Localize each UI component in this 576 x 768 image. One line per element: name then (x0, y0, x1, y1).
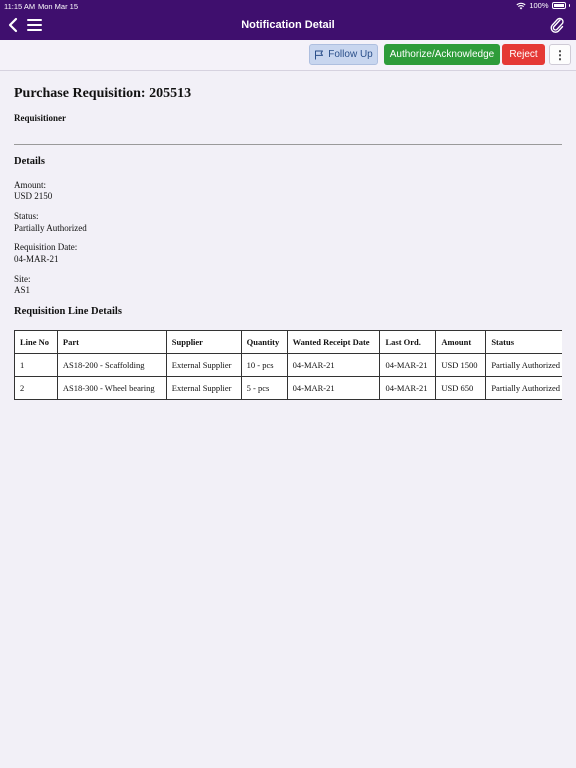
column-header: Quantity (241, 331, 287, 354)
table-cell: 1 (15, 354, 58, 377)
table-cell: Partially Authorized (486, 377, 562, 400)
site-value: AS1 (14, 285, 31, 295)
requisition-date-value: 04-MAR-21 (14, 254, 59, 264)
table-cell: 5 - pcs (241, 377, 287, 400)
requisition-lines-heading: Requisition Line Details (14, 306, 122, 317)
site-label: Site: (14, 274, 31, 284)
paperclip-icon[interactable] (549, 16, 565, 34)
status-time: 11:15 AM (4, 2, 36, 11)
top-bar (0, 0, 576, 40)
table-cell: External Supplier (166, 377, 241, 400)
authorize-acknowledge-button[interactable]: Authorize/Acknowledge (384, 44, 500, 65)
requisition-lines-table-container[interactable] (14, 330, 562, 400)
table-cell: AS18-300 - Wheel bearing (57, 377, 166, 400)
status-date: Mon Mar 15 (38, 2, 79, 11)
status-value: Partially Authorized (14, 223, 87, 233)
column-header: Wanted Receipt Date (287, 331, 380, 354)
table-row[interactable] (15, 354, 563, 377)
details-heading: Details (14, 156, 45, 167)
table-cell: USD 650 (436, 377, 486, 400)
page-nav-title: Notification Detail (241, 19, 335, 31)
table-cell: 04-MAR-21 (287, 377, 380, 400)
table-cell: External Supplier (166, 354, 241, 377)
table-cell: 2 (15, 377, 58, 400)
requisitioner-label: Requisitioner (14, 113, 67, 123)
requisition-date-label: Requisition Date: (14, 242, 78, 252)
status-indicators (516, 1, 570, 10)
hamburger-menu-icon[interactable] (27, 19, 42, 31)
table-cell: AS18-200 - Scaffolding (57, 354, 166, 377)
action-toolbar (0, 40, 576, 71)
more-options-button[interactable]: ⋮ (549, 44, 571, 65)
column-header: Last Ord. (380, 331, 436, 354)
column-header: Supplier (166, 331, 241, 354)
table-cell: Partially Authorized (486, 354, 562, 377)
wifi-icon (516, 2, 526, 10)
table-cell: 04-MAR-21 (380, 354, 436, 377)
column-header: Part (57, 331, 166, 354)
column-header: Amount (436, 331, 486, 354)
back-icon[interactable] (6, 16, 20, 34)
table-cell: 04-MAR-21 (380, 377, 436, 400)
divider (14, 144, 562, 145)
table-cell: 04-MAR-21 (287, 354, 380, 377)
table-row[interactable] (15, 377, 563, 400)
battery-icon (552, 2, 566, 9)
follow-up-label: Follow Up (328, 49, 373, 60)
follow-up-button[interactable] (309, 44, 378, 65)
table-header-row (15, 331, 563, 354)
column-header: Status (486, 331, 562, 354)
table-cell: 10 - pcs (241, 354, 287, 377)
page-title: Purchase Requisition: 205513 (14, 86, 192, 101)
flag-icon (314, 50, 324, 60)
reject-button[interactable]: Reject (502, 44, 545, 65)
status-label: Status: (14, 211, 39, 221)
amount-label: Amount: (14, 180, 47, 190)
requisition-lines-table (14, 330, 562, 400)
table-cell: USD 1500 (436, 354, 486, 377)
battery-tip (569, 4, 571, 7)
column-header: Line No (15, 331, 58, 354)
battery-percent: 100% (529, 1, 549, 10)
amount-value: USD 2150 (14, 191, 53, 201)
